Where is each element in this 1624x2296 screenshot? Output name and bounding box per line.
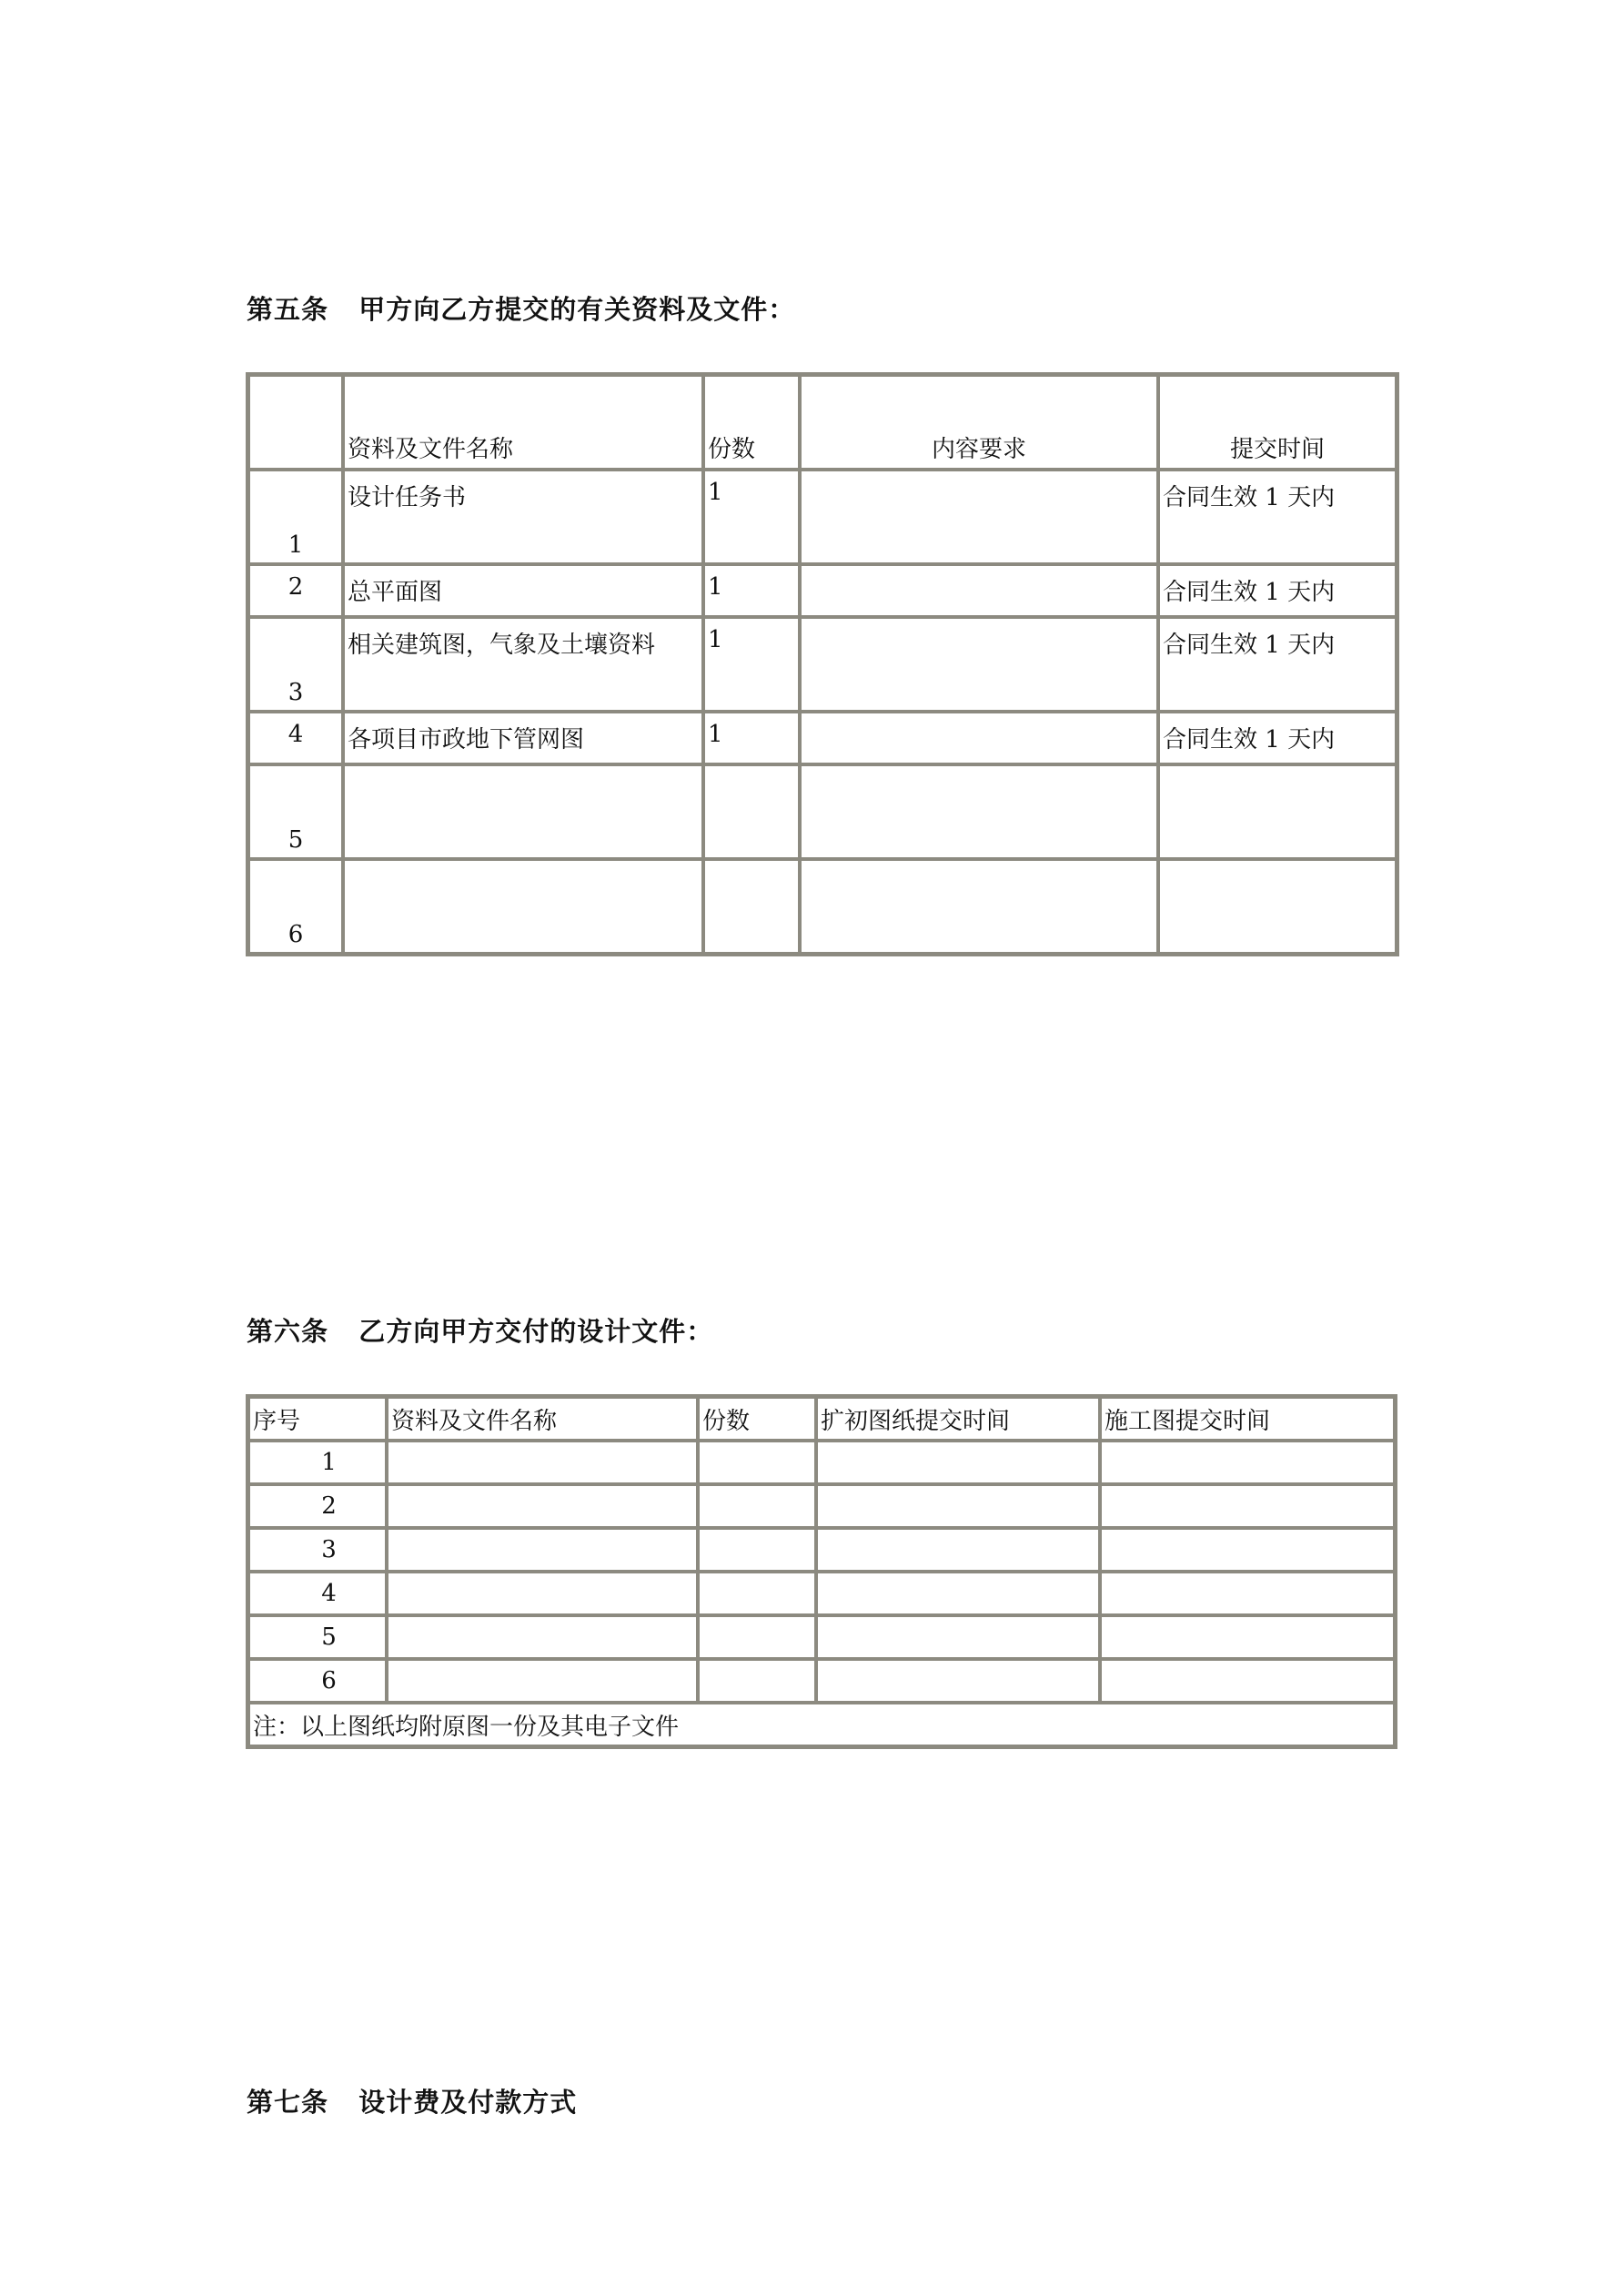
row-prelim-time [816,1615,1100,1659]
header-prelim-time: 扩初图纸提交时间 [816,1397,1100,1441]
table-row [248,1484,1395,1528]
row-prelim-time [816,1441,1100,1484]
row-time [1158,859,1397,954]
row-name [387,1484,698,1528]
article-7-heading: 第七条 设计费及付款方式 [247,2087,578,2118]
header-time: 提交时间 [1158,375,1397,470]
table-row [248,1615,1395,1659]
table-row [248,1572,1395,1615]
row-num: 2 [248,1484,387,1528]
row-copies [698,1484,816,1528]
row-prelim-time [816,1659,1100,1703]
row-construction-time [1100,1659,1395,1703]
row-construction-time [1100,1615,1395,1659]
row-name [387,1441,698,1484]
row-num: 3 [248,1528,387,1572]
row-num: 2 [248,564,343,617]
table-row [248,470,1397,564]
row-num: 6 [248,1659,387,1703]
row-time: 合同生效 1 天内 [1158,470,1397,564]
row-content [800,470,1158,564]
table-row [248,859,1397,954]
row-content [800,859,1158,954]
row-num: 6 [248,859,343,954]
header-num: 序号 [248,1397,387,1441]
row-name [387,1615,698,1659]
row-num: 5 [248,1615,387,1659]
row-time: 合同生效 1 天内 [1158,712,1397,764]
row-copies [698,1615,816,1659]
row-name [343,764,703,859]
row-num: 1 [248,470,343,564]
row-num: 4 [248,1572,387,1615]
table-note-row [248,1703,1395,1746]
row-content [800,564,1158,617]
row-name [343,859,703,954]
row-content [800,712,1158,764]
row-name [387,1659,698,1703]
row-copies: 1 [703,712,800,764]
header-name: 资料及文件名称 [387,1397,698,1441]
table-row [248,617,1397,712]
row-construction-time [1100,1572,1395,1615]
row-num: 3 [248,617,343,712]
row-name: 总平面图 [343,564,703,617]
row-copies [703,859,800,954]
row-copies: 1 [703,617,800,712]
row-content [800,764,1158,859]
row-construction-time [1100,1528,1395,1572]
header-num [248,375,343,470]
article-6-heading: 第六条 乙方向甲方交付的设计文件： [247,1316,714,1347]
row-copies [698,1572,816,1615]
row-copies [698,1528,816,1572]
row-prelim-time [816,1528,1100,1572]
table-header-row [248,1397,1395,1441]
row-name [387,1572,698,1615]
row-name: 相关建筑图，气象及土壤资料 [343,617,703,712]
article-6-table [246,1394,1397,1749]
row-num: 1 [248,1441,387,1484]
table-row [248,1528,1395,1572]
row-time: 合同生效 1 天内 [1158,617,1397,712]
row-name: 设计任务书 [343,470,703,564]
table-row [248,1441,1395,1484]
row-construction-time [1100,1484,1395,1528]
row-name [387,1528,698,1572]
row-name: 各项目市政地下管网图 [343,712,703,764]
row-num: 5 [248,764,343,859]
header-copies: 份数 [698,1397,816,1441]
row-time [1158,764,1397,859]
header-copies: 份数 [703,375,800,470]
table-row [248,712,1397,764]
row-time: 合同生效 1 天内 [1158,564,1397,617]
row-content [800,617,1158,712]
table-header-row [248,375,1397,470]
table-row [248,1659,1395,1703]
row-copies [698,1659,816,1703]
header-content: 内容要求 [800,375,1158,470]
row-copies: 1 [703,470,800,564]
header-construction-time: 施工图提交时间 [1100,1397,1395,1441]
article-5-heading: 第五条 甲方向乙方提交的有关资料及文件： [247,294,796,325]
row-num: 4 [248,712,343,764]
article-5-table [246,372,1399,956]
header-name: 资料及文件名称 [343,375,703,470]
table-note: 注：以上图纸均附原图一份及其电子文件 [248,1703,1395,1746]
row-prelim-time [816,1484,1100,1528]
row-copies [703,764,800,859]
table-row [248,764,1397,859]
row-construction-time [1100,1441,1395,1484]
table-row [248,564,1397,617]
row-copies: 1 [703,564,800,617]
row-copies [698,1441,816,1484]
row-prelim-time [816,1572,1100,1615]
